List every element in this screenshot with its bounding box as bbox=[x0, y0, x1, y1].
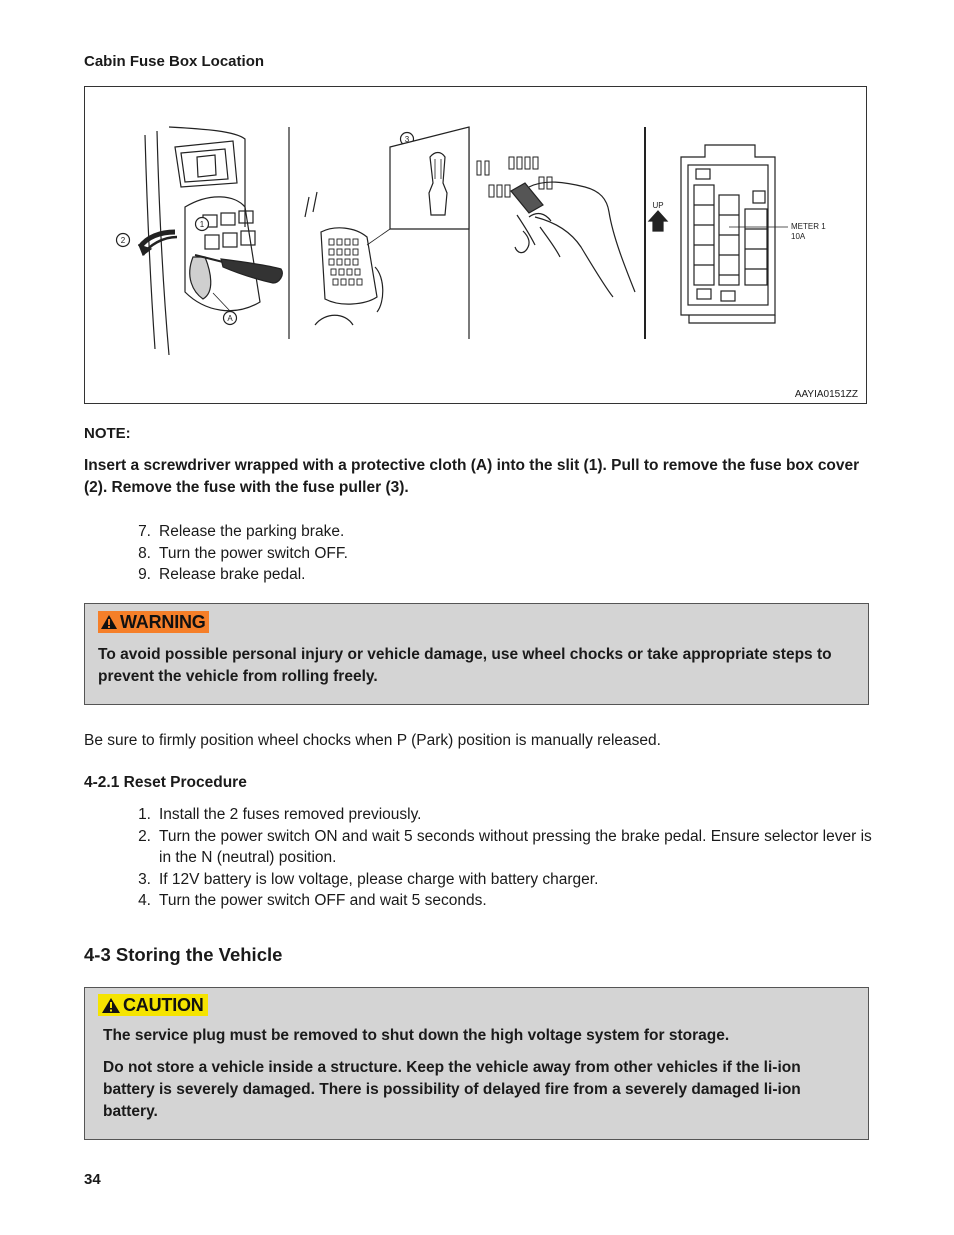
fuse-layout-diagram bbox=[649, 145, 788, 323]
figure-id: AAYIA0151ZZ bbox=[794, 389, 858, 400]
list-item: 4. Turn the power switch OFF and wait 5 seconds. bbox=[138, 892, 487, 909]
list-item: 7. Release the parking brake. bbox=[138, 523, 345, 540]
dashboard-illustration bbox=[139, 127, 282, 355]
list-item: 1. Install the 2 fuses removed previously. bbox=[138, 806, 422, 823]
caution-text-2: Do not store a vehicle inside a structure. Keep the vehicle away from other vehicles if the li-ion battery is severely damaged. There is possibility of delayed fire from a severely damaged li-ion battery. bbox=[103, 1059, 801, 1120]
callout-3: 3 bbox=[404, 135, 410, 144]
caution-box bbox=[84, 987, 869, 1140]
reset-steps-list bbox=[84, 804, 874, 912]
caution-badge bbox=[98, 994, 208, 1016]
fuse-box-puller-illustration bbox=[305, 127, 469, 325]
note-label: NOTE: bbox=[84, 425, 131, 442]
page-number: 34 bbox=[84, 1171, 101, 1188]
caution-triangle-icon bbox=[101, 997, 121, 1014]
callout-2: 2 bbox=[120, 236, 126, 245]
meter-label: METER 1 bbox=[791, 222, 826, 231]
note-text: Insert a screwdriver wrapped with a protective cloth (A) into the slit (1). Pull to remove the fuse box cover (2). Remove the fuse with the fuse puller (3). bbox=[84, 457, 860, 496]
list-item: 8. Turn the power switch OFF. bbox=[138, 544, 348, 562]
caution-label: CAUTION bbox=[123, 994, 204, 1015]
steps-list-a bbox=[84, 521, 874, 586]
fuse-box-figure bbox=[84, 86, 867, 404]
list-item: 2. Turn the power switch ON and wait 5 seconds without pressing the brake pedal. Ensure selector lever is in the N (neutral) position. bbox=[138, 827, 872, 866]
caution-text-1: The service plug must be removed to shut down the high voltage system for storage. bbox=[103, 1027, 730, 1044]
warning-text: To avoid possible personal injury or vehicle damage, use wheel chocks or take appropriate steps to prevent the vehicle from rolling freely. bbox=[98, 646, 832, 685]
warning-box bbox=[84, 603, 869, 705]
list-item: 9. Release brake pedal. bbox=[138, 566, 306, 583]
warning-label: WARNING bbox=[120, 611, 206, 632]
meter-amp-label: 10A bbox=[791, 232, 806, 241]
wheel-chock-paragraph: Be sure to firmly position wheel chocks when P (Park) position is manually released. bbox=[84, 732, 661, 749]
up-label: UP bbox=[652, 201, 664, 210]
warning-badge bbox=[98, 611, 209, 633]
section-title: Cabin Fuse Box Location bbox=[84, 53, 265, 70]
warning-triangle-icon bbox=[100, 614, 118, 630]
hand-pulling-fuse-illustration bbox=[477, 157, 635, 297]
reset-heading: 4-2.1 Reset Procedure bbox=[84, 774, 247, 791]
storing-heading: 4-3 Storing the Vehicle bbox=[84, 944, 283, 965]
callout-a: A bbox=[227, 314, 233, 323]
callout-1: 1 bbox=[199, 220, 205, 229]
list-item: 3. If 12V battery is low voltage, please charge with battery charger. bbox=[138, 870, 599, 888]
